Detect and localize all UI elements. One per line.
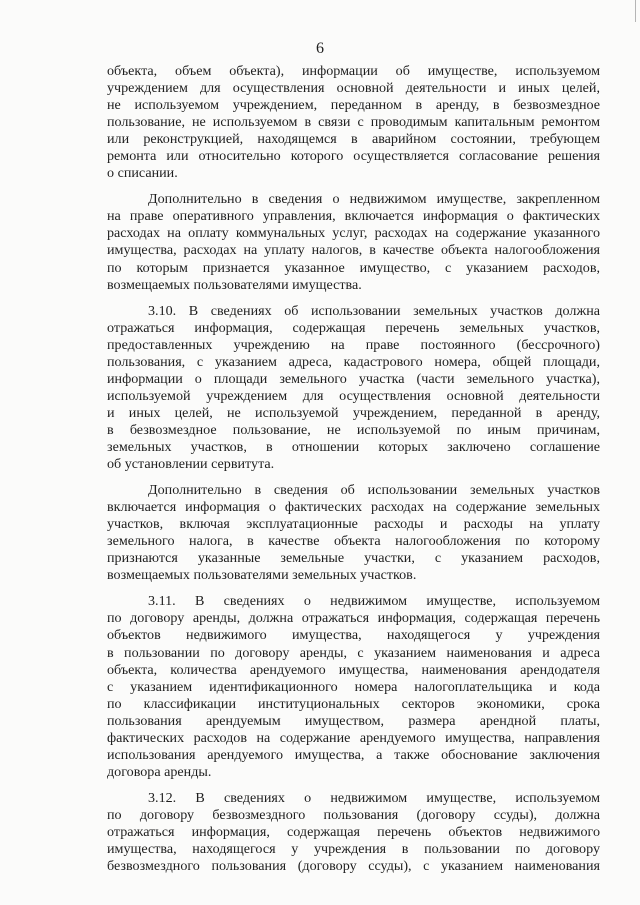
text-line: объекта, объем объекта), информации об имуществе, используемом	[107, 63, 600, 79]
text-line: об установлении сервитута.	[107, 456, 275, 473]
text-line: Дополнительно в сведения об использовании земельных участков	[148, 482, 600, 499]
text-line: по договору аренды, должна отражаться информация, содержащая перечень	[107, 610, 600, 627]
text-line: не используемом учреждением, переданном в аренду, в безвозмездное	[107, 97, 600, 114]
text-line: имущества, находящегося у учреждения в пользовании по договору	[107, 841, 600, 858]
text-line: или реконструкцией, находящемся в аварийном состоянии, требующем	[107, 131, 600, 148]
text-line: участков, включая эксплуатационные расходы и расходы на уплату	[107, 516, 600, 533]
text-line: отражаться информация, содержащая перечень земельных участков,	[107, 319, 600, 336]
text-line: возмещаемых пользователями имущества.	[107, 276, 362, 293]
text-line: 3.12. В сведениях о недвижимом имуществе, используемом	[148, 789, 600, 806]
text-line: имущества, расходах на уплату налогов, в качестве объекта налогообложения	[107, 242, 600, 259]
text-line: пользования, с указанием адреса, кадастрового номера, общей площади,	[107, 353, 600, 370]
text-line: предоставленных учреждению на праве постоянного (бессрочного)	[107, 336, 600, 353]
text-line: договора аренды.	[107, 763, 212, 780]
text-line: земельного налога, в качестве объекта налогообложения по которому	[107, 533, 600, 550]
paragraph	[107, 593, 600, 781]
text-line: расходах на оплату коммунальных услуг, расходах на содержание указанного	[107, 225, 600, 242]
paragraph	[107, 191, 600, 293]
text-line: 3.10. В сведениях об использовании земельных участков должна	[148, 302, 600, 319]
text-line: пользования арендуемым имуществом, размера арендной платы,	[107, 712, 600, 729]
text-line: учреждением для осуществления основной деятельности и иных целей,	[107, 80, 600, 97]
paragraph	[107, 63, 600, 182]
text-line: возмещаемых пользователями земельных участков.	[107, 567, 417, 584]
text-line: ремонта или относительно которого осуществляется согласование решения	[107, 148, 600, 165]
text-line: безвозмездного пользования (договору ссуды), с указанием наименования	[107, 858, 600, 875]
text-line: по договору безвозмездного пользования (договору ссуды), должна	[107, 806, 600, 823]
text-line: земельных участков, в отношении которых заключено соглашение	[107, 438, 600, 455]
paragraph	[107, 303, 600, 473]
text-line: по классификации институциональных секторов экономики, срока	[107, 695, 600, 712]
text-line: пользование, не используемом в связи с проводимым капитальным ремонтом	[107, 114, 600, 131]
text-line: фактических расходов на содержание арендуемого имущества, направления	[107, 729, 600, 746]
page-number: 6	[316, 40, 324, 57]
text-line: объекта, количества арендуемого имущества, наименования арендодателя	[107, 661, 600, 678]
paragraph	[107, 482, 600, 584]
text-line: 3.11. В сведениях о недвижимом имуществе, используемом	[148, 593, 600, 610]
scan-edge-mark	[625, 0, 636, 22]
paragraph	[107, 790, 600, 875]
text-line: используемой учреждением для осуществления основной деятельности	[107, 387, 600, 404]
text-line: с указанием идентификационного номера налогоплательщика и кода	[107, 678, 600, 695]
text-line: информации о площади земельного участка (части земельного участка),	[107, 370, 600, 387]
text-line: в пользовании по договору аренды, с указанием наименования и адреса	[107, 644, 600, 661]
text-line: отражаться информация, содержащая перечень объектов недвижимого	[107, 823, 600, 840]
text-line: на праве оперативного управления, включается информация о фактических	[107, 208, 600, 225]
text-line: по которым признается указанное имущество, с указанием расходов,	[107, 259, 600, 276]
text-line: Дополнительно в сведения о недвижимом имуществе, закрепленном	[148, 191, 600, 208]
text-line: в безвозмездное пользование, не используемой по иным причинам,	[107, 421, 600, 438]
document-body	[107, 63, 600, 884]
text-line: объектов недвижимого имущества, находящегося у учреждения	[107, 627, 600, 644]
text-line: признаются указанные земельные участки, с указанием расходов,	[107, 550, 600, 567]
text-line: о списании.	[107, 165, 178, 182]
text-line: включается информация о фактических расходах на содержание земельных	[107, 499, 600, 516]
text-line: использования арендуемого имущества, а также обоснование заключения	[107, 746, 600, 763]
text-line: и иных целей, не используемой учреждением, переданной в аренду,	[107, 404, 600, 421]
